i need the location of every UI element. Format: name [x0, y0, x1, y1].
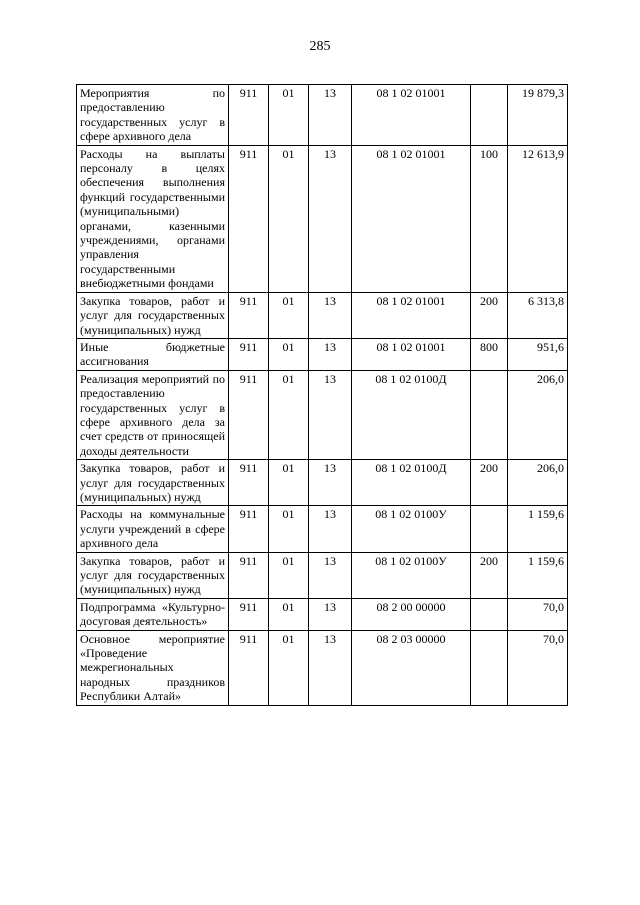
subsection-code-cell: 13 — [309, 598, 352, 630]
table-row — [77, 85, 568, 146]
table-row — [77, 506, 568, 552]
grbs-code-cell: 911 — [229, 85, 269, 146]
table-row — [77, 370, 568, 459]
subsection-code-cell: 13 — [309, 338, 352, 370]
expense-type-cell — [471, 506, 508, 552]
expense-type-cell: 100 — [471, 145, 508, 292]
amount-cell: 951,6 — [508, 338, 568, 370]
target-article-cell: 08 1 02 01001 — [352, 145, 471, 292]
section-code-cell: 01 — [269, 630, 309, 705]
section-code-cell: 01 — [269, 370, 309, 459]
expense-type-cell: 200 — [471, 552, 508, 598]
section-code-cell: 01 — [269, 145, 309, 292]
expense-name-cell: Закупка товаров, работ и услуг для государственных (муниципальных) нужд — [77, 552, 229, 598]
table-row — [77, 338, 568, 370]
grbs-code-cell: 911 — [229, 630, 269, 705]
amount-cell: 70,0 — [508, 630, 568, 705]
target-article-cell: 08 1 02 0100Д — [352, 370, 471, 459]
subsection-code-cell: 13 — [309, 85, 352, 146]
expense-name-cell: Мероприятия по предоставлению государственных услуг в сфере архивного дела — [77, 85, 229, 146]
expense-name-cell: Расходы на коммунальные услуги учреждений в сфере архивного дела — [77, 506, 229, 552]
target-article-cell: 08 2 00 00000 — [352, 598, 471, 630]
target-article-cell: 08 1 02 0100У — [352, 552, 471, 598]
subsection-code-cell: 13 — [309, 460, 352, 506]
grbs-code-cell: 911 — [229, 598, 269, 630]
target-article-cell: 08 1 02 0100Д — [352, 460, 471, 506]
subsection-code-cell: 13 — [309, 292, 352, 338]
section-code-cell: 01 — [269, 552, 309, 598]
expense-type-cell: 800 — [471, 338, 508, 370]
amount-cell: 1 159,6 — [508, 506, 568, 552]
grbs-code-cell: 911 — [229, 552, 269, 598]
section-code-cell: 01 — [269, 292, 309, 338]
section-code-cell: 01 — [269, 460, 309, 506]
table-row — [77, 460, 568, 506]
expense-type-cell: 200 — [471, 460, 508, 506]
table-row — [77, 598, 568, 630]
expense-name-cell: Иные бюджетные ассигнования — [77, 338, 229, 370]
target-article-cell: 08 1 02 01001 — [352, 338, 471, 370]
section-code-cell: 01 — [269, 338, 309, 370]
grbs-code-cell: 911 — [229, 370, 269, 459]
table-row — [77, 292, 568, 338]
grbs-code-cell: 911 — [229, 460, 269, 506]
section-code-cell: 01 — [269, 506, 309, 552]
grbs-code-cell: 911 — [229, 506, 269, 552]
grbs-code-cell: 911 — [229, 145, 269, 292]
expense-type-cell — [471, 598, 508, 630]
budget-table-body — [77, 85, 568, 706]
expense-name-cell: Расходы на выплаты персоналу в целях обеспечения выполнения функций государственными (муниципальными) органами, казенными учреждениями, органами управления государственными внебюджетными фондами — [77, 145, 229, 292]
amount-cell: 12 613,9 — [508, 145, 568, 292]
expense-name-cell: Закупка товаров, работ и услуг для государственных (муниципальных) нужд — [77, 292, 229, 338]
grbs-code-cell: 911 — [229, 338, 269, 370]
target-article-cell: 08 1 02 01001 — [352, 292, 471, 338]
subsection-code-cell: 13 — [309, 630, 352, 705]
section-code-cell: 01 — [269, 85, 309, 146]
expense-type-cell — [471, 630, 508, 705]
subsection-code-cell: 13 — [309, 506, 352, 552]
grbs-code-cell: 911 — [229, 292, 269, 338]
expense-name-cell: Закупка товаров, работ и услуг для государственных (муниципальных) нужд — [77, 460, 229, 506]
expense-type-cell — [471, 370, 508, 459]
expense-name-cell: Подпрограмма «Культурно-досуговая деятельность» — [77, 598, 229, 630]
subsection-code-cell: 13 — [309, 552, 352, 598]
amount-cell: 1 159,6 — [508, 552, 568, 598]
amount-cell: 19 879,3 — [508, 85, 568, 146]
subsection-code-cell: 13 — [309, 370, 352, 459]
budget-table — [76, 84, 568, 706]
subsection-code-cell: 13 — [309, 145, 352, 292]
table-row — [77, 145, 568, 292]
section-code-cell: 01 — [269, 598, 309, 630]
target-article-cell: 08 2 03 00000 — [352, 630, 471, 705]
amount-cell: 6 313,8 — [508, 292, 568, 338]
amount-cell: 206,0 — [508, 460, 568, 506]
table-row — [77, 630, 568, 705]
page-number: 285 — [309, 39, 331, 54]
target-article-cell: 08 1 02 0100У — [352, 506, 471, 552]
expense-type-cell — [471, 85, 508, 146]
expense-type-cell: 200 — [471, 292, 508, 338]
expense-name-cell: Реализация мероприятий по предоставлению государственных услуг в сфере архивного дела за счет средств от приносящей доходы деятельности — [77, 370, 229, 459]
table-row — [77, 552, 568, 598]
amount-cell: 206,0 — [508, 370, 568, 459]
target-article-cell: 08 1 02 01001 — [352, 85, 471, 146]
amount-cell: 70,0 — [508, 598, 568, 630]
expense-name-cell: Основное мероприятие «Проведение межрегиональных народных праздников Республики Алтай» — [77, 630, 229, 705]
